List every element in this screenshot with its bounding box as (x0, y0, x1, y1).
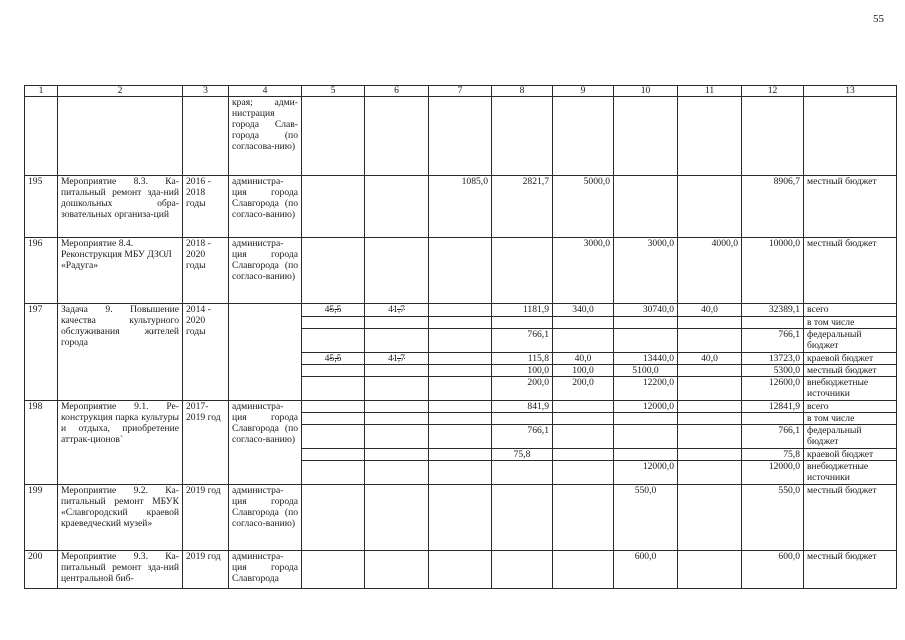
value-col-5: 45,5 (302, 304, 365, 317)
measure-name: Мероприятие 9.1. Ре-конструкция парка культуры и отдыха, приобретение аттрак-ционов` (58, 401, 183, 485)
funding-source: местный бюджет (804, 176, 897, 238)
table-row-195 (25, 176, 897, 238)
column-number: 4 (229, 86, 302, 97)
column-number: 8 (492, 86, 553, 97)
value-col-9: 340,0 (553, 304, 614, 317)
executor-cell: администра-ция города Славгорода (по согласо-ванию) (229, 485, 302, 551)
funding-source: краевой бюджет (804, 353, 897, 365)
total-value: 5300,0 (742, 365, 804, 377)
period-cell: 2018 - 2020 годы (183, 238, 229, 304)
value-col-10: 3000,0 (614, 238, 678, 304)
funding-source: всего (804, 401, 897, 413)
value-col-10: 12200,0 (614, 377, 678, 401)
executor-cell: администра-ция города Славгорода (по согласо-ванию) (229, 401, 302, 485)
executor-cell: края; адми-нистрация города Слав-города (по согласова-нию) (229, 97, 302, 176)
period-cell: 2019 год (183, 551, 229, 589)
row-number: 199 (25, 485, 58, 551)
total-value: 13723,0 (742, 353, 804, 365)
row-number: 195 (25, 176, 58, 238)
column-number: 12 (742, 86, 804, 97)
table-row-continued (25, 97, 897, 176)
value-col-8: 766,1 (492, 425, 553, 449)
value-col-11: 40,0 (678, 353, 742, 365)
measure-name: Мероприятие 8.4. Реконструкция МБУ ДЗОЛ «Радуга» (58, 238, 183, 304)
value-col-11: 40,0 (678, 304, 742, 317)
funding-source: местный бюджет (804, 485, 897, 551)
total-value: 766,1 (742, 425, 804, 449)
value-col-9: 40,0 (553, 353, 614, 365)
funding-source: краевой бюджет (804, 449, 897, 461)
column-number: 1 (25, 86, 58, 97)
total-value: 12000,0 (742, 461, 804, 485)
period-cell: 2014 - 2020 годы (183, 304, 229, 401)
value-col-5: 45,5 (302, 353, 365, 365)
period-cell: 2019 год (183, 485, 229, 551)
value-col-7: 1085,0 (429, 176, 492, 238)
value-col-6: 41,7 (365, 353, 429, 365)
table-row-197 (25, 304, 897, 317)
value-col-8: 841,9 (492, 401, 553, 413)
total-value: 766,1 (742, 329, 804, 353)
value-col-9: 200,0 (553, 377, 614, 401)
value-col-9: 3000,0 (553, 238, 614, 304)
measure-name: Задача 9. Повышение качества культурного обслуживания жителей города (58, 304, 183, 401)
funding-source: в том числе (804, 413, 897, 425)
measure-name: Мероприятие 9.2. Ка-питальный ремонт МБУК «Славгородский краевой краеведческий музей» (58, 485, 183, 551)
period-cell: 2016 - 2018 годы (183, 176, 229, 238)
value-col-9: 5000,0 (553, 176, 614, 238)
funding-source: в том числе (804, 317, 897, 329)
column-number: 5 (302, 86, 365, 97)
table-row-199 (25, 485, 897, 551)
value-col-10: 5100,0 (614, 365, 678, 377)
total-value: 12841,9 (742, 401, 804, 413)
funding-source: местный бюджет (804, 238, 897, 304)
funding-source: внебюджетные источники (804, 377, 897, 401)
total-value: 32389,1 (742, 304, 804, 317)
value-col-9: 100,0 (553, 365, 614, 377)
total-value: 550,0 (742, 485, 804, 551)
table-row-200 (25, 551, 897, 589)
period-cell: 2017-2019 год (183, 401, 229, 485)
column-number: 2 (58, 86, 183, 97)
total-value: 8906,7 (742, 176, 804, 238)
column-number: 3 (183, 86, 229, 97)
budget-table (24, 85, 897, 589)
total-value: 600,0 (742, 551, 804, 589)
column-number: 13 (804, 86, 897, 97)
executor-cell: администра-ция города Славгорода (по согласо-ванию) (229, 238, 302, 304)
column-number: 6 (365, 86, 429, 97)
value-col-8: 766,1 (492, 329, 553, 353)
value-col-8: 2821,7 (492, 176, 553, 238)
value-col-10: 12000,0 (614, 401, 678, 413)
measure-name: Мероприятие 9.3. Ка-питальный ремонт зда-ний центральной биб- (58, 551, 183, 589)
value-col-10: 550,0 (614, 485, 678, 551)
funding-source: федеральный бюджет (804, 425, 897, 449)
column-number: 11 (678, 86, 742, 97)
executor-cell: администра-ция города Славгорода (по согласо-ванию) (229, 176, 302, 238)
executor-cell: администра-ция города Славгорода (229, 551, 302, 589)
funding-source: всего (804, 304, 897, 317)
measure-name: Мероприятие 8.3. Ка-питальный ремонт зда-ний дошкольных обра-зовательных организа-ций (58, 176, 183, 238)
total-value: 12600,0 (742, 377, 804, 401)
row-number: 196 (25, 238, 58, 304)
value-col-8: 200,0 (492, 377, 553, 401)
value-col-8: 100,0 (492, 365, 553, 377)
funding-source: местный бюджет (804, 551, 897, 589)
column-number: 7 (429, 86, 492, 97)
value-col-10: 12000,0 (614, 461, 678, 485)
value-col-8: 1181,9 (492, 304, 553, 317)
row-number: 200 (25, 551, 58, 589)
value-col-10: 13440,0 (614, 353, 678, 365)
row-number: 197 (25, 304, 58, 401)
value-col-8: 75,8 (492, 449, 553, 461)
total-value: 10000,0 (742, 238, 804, 304)
value-col-11: 4000,0 (678, 238, 742, 304)
column-number: 10 (614, 86, 678, 97)
value-col-8: 115,8 (492, 353, 553, 365)
table-row-196 (25, 238, 897, 304)
row-number: 198 (25, 401, 58, 485)
funding-source: внебюджетные источники (804, 461, 897, 485)
funding-source: местный бюджет (804, 365, 897, 377)
column-numbers-row (25, 86, 897, 97)
value-col-6: 41,7 (365, 304, 429, 317)
total-value: 75,8 (742, 449, 804, 461)
value-col-10: 30740,0 (614, 304, 678, 317)
funding-source: федеральный бюджет (804, 329, 897, 353)
column-number: 9 (553, 86, 614, 97)
table-row-198 (25, 401, 897, 413)
page-number: 55 (873, 13, 884, 25)
value-col-10: 600,0 (614, 551, 678, 589)
